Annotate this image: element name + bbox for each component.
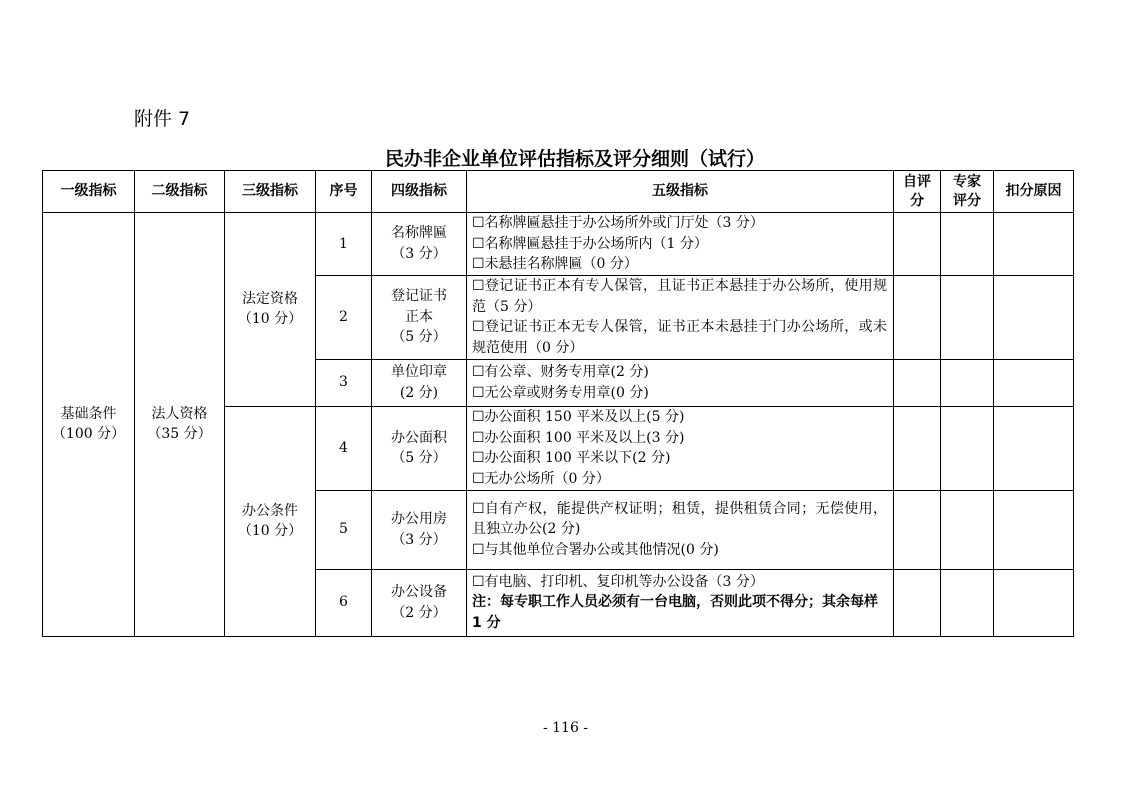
checkbox-item: ☐登记证书正本有专人保管，且证书正本悬挂于办公场所，使用规范（5 分） <box>472 278 887 315</box>
expert-score-cell <box>941 569 994 636</box>
checkbox-item: ☐自有产权，能提供产权证明；租赁，提供租赁合同；无偿使用，且独立办公(2 分) <box>472 500 887 538</box>
level4-points: （2 分） <box>391 604 447 621</box>
level2-name: 法人资格 <box>151 405 208 422</box>
header-deduction-reason: 扣分原因 <box>994 171 1074 213</box>
document-title: 民办非企业单位评估指标及评分细则（试行） <box>384 148 765 170</box>
expert-score-cell <box>941 275 994 359</box>
checkbox-item: ☐有公章、财务专用章(2 分) <box>472 364 649 380</box>
self-score-cell <box>894 275 941 359</box>
level4-name: 名称牌匾 <box>391 225 447 242</box>
checkbox-item: ☐办公面积 100 平米以下(2 分) <box>472 450 671 466</box>
seq-cell: 3 <box>316 359 372 406</box>
level4-cell <box>372 490 467 569</box>
header-level4: 四级指标 <box>372 171 467 213</box>
table-row <box>43 213 1074 276</box>
seq-cell: 1 <box>316 213 372 276</box>
seq-cell: 2 <box>316 275 372 359</box>
checkbox-item: ☐无办公场所（0 分） <box>472 470 610 487</box>
level2-cell <box>135 213 225 637</box>
level3-cell <box>225 213 316 407</box>
self-score-cell <box>894 406 941 490</box>
expert-score-cell <box>941 406 994 490</box>
header-self-score: 自评分 <box>894 171 941 213</box>
level4-name: 登记证书 <box>391 288 447 305</box>
self-score-cell <box>894 359 941 406</box>
page-number: - 116 - <box>542 720 589 736</box>
level5-cell <box>467 569 894 636</box>
checkbox-item: ☐登记证书正本无专人保管，证书正本未悬挂于门办公场所，或未规范使用（0 分） <box>472 319 887 356</box>
level4-points: （5 分） <box>391 450 447 466</box>
level5-cell <box>467 213 894 276</box>
seq-cell: 5 <box>316 490 372 569</box>
checkbox-item: ☐办公面积 150 平米及以上(5 分) <box>472 409 685 425</box>
level5-cell <box>467 406 894 490</box>
evaluation-table <box>42 170 1074 637</box>
level3-cell <box>225 406 316 636</box>
checkbox-item: ☐与其他单位合署办公或其他情况(0 分) <box>472 541 719 558</box>
deduction-reason-cell <box>994 213 1074 276</box>
level2-points: （35 分） <box>147 426 212 443</box>
level1-points: （100 分） <box>51 426 126 443</box>
deduction-reason-cell <box>994 275 1074 359</box>
level4-name: 单位印章 <box>391 364 447 380</box>
level4-name: 正本 <box>405 308 433 325</box>
level4-name: 办公设备 <box>391 584 447 600</box>
level4-points: （3 分） <box>391 531 447 548</box>
level4-points: (2 分) <box>399 384 439 401</box>
deduction-reason-cell <box>994 406 1074 490</box>
header-level2: 二级指标 <box>135 171 225 213</box>
expert-score-cell <box>941 213 994 276</box>
header-level3: 三级指标 <box>225 171 316 213</box>
level4-cell <box>372 569 467 636</box>
level4-name: 办公面积 <box>391 429 447 446</box>
deduction-reason-cell <box>994 490 1074 569</box>
expert-score-cell <box>941 490 994 569</box>
header-level5: 五级指标 <box>467 171 894 213</box>
level4-cell <box>372 213 467 276</box>
checkbox-item: ☐有电脑、打印机、复印机等办公设备（3 分） <box>472 573 764 590</box>
level1-cell <box>43 213 135 637</box>
note-text: 注：每专职工作人员必须有一台电脑，否则此项不得分；其余每样 1 分 <box>472 594 878 631</box>
header-expert-score: 专家评分 <box>941 171 994 213</box>
deduction-reason-cell <box>994 569 1074 636</box>
deduction-reason-cell <box>994 359 1074 406</box>
level3-name: 办公条件 <box>242 502 298 519</box>
self-score-cell <box>894 213 941 276</box>
checkbox-item: ☐办公面积 100 平米及以上(3 分) <box>472 429 685 446</box>
self-score-cell <box>894 569 941 636</box>
attachment-label: 附件 7 <box>134 108 191 130</box>
expert-score-cell <box>941 359 994 406</box>
level4-points: （3 分） <box>391 245 447 262</box>
header-row <box>43 171 1074 213</box>
level5-cell <box>467 359 894 406</box>
level3-points: （10 分） <box>237 523 303 539</box>
level3-points: （10 分） <box>237 311 303 328</box>
checkbox-item: ☐无公章或财务专用章(0 分) <box>472 384 649 401</box>
level1-name: 基础条件 <box>60 405 117 422</box>
checkbox-item: ☐名称牌匾悬挂于办公场所内（1 分） <box>472 235 708 252</box>
self-score-cell <box>894 490 941 569</box>
checkbox-item: ☐未悬挂名称牌匾（0 分） <box>472 256 638 272</box>
level4-points: （5 分） <box>391 329 447 346</box>
level4-name: 办公用房 <box>391 511 447 527</box>
seq-cell: 4 <box>316 406 372 490</box>
header-level1: 一级指标 <box>43 171 135 213</box>
checkbox-item: ☐名称牌匾悬挂于办公场所外或门厅处（3 分） <box>472 215 764 231</box>
header-seq: 序号 <box>316 171 372 213</box>
seq-cell: 6 <box>316 569 372 636</box>
level4-cell <box>372 406 467 490</box>
level4-cell <box>372 359 467 406</box>
level4-cell <box>372 275 467 359</box>
level3-name: 法定资格 <box>242 290 298 307</box>
level5-cell <box>467 275 894 359</box>
level5-cell <box>467 490 894 569</box>
